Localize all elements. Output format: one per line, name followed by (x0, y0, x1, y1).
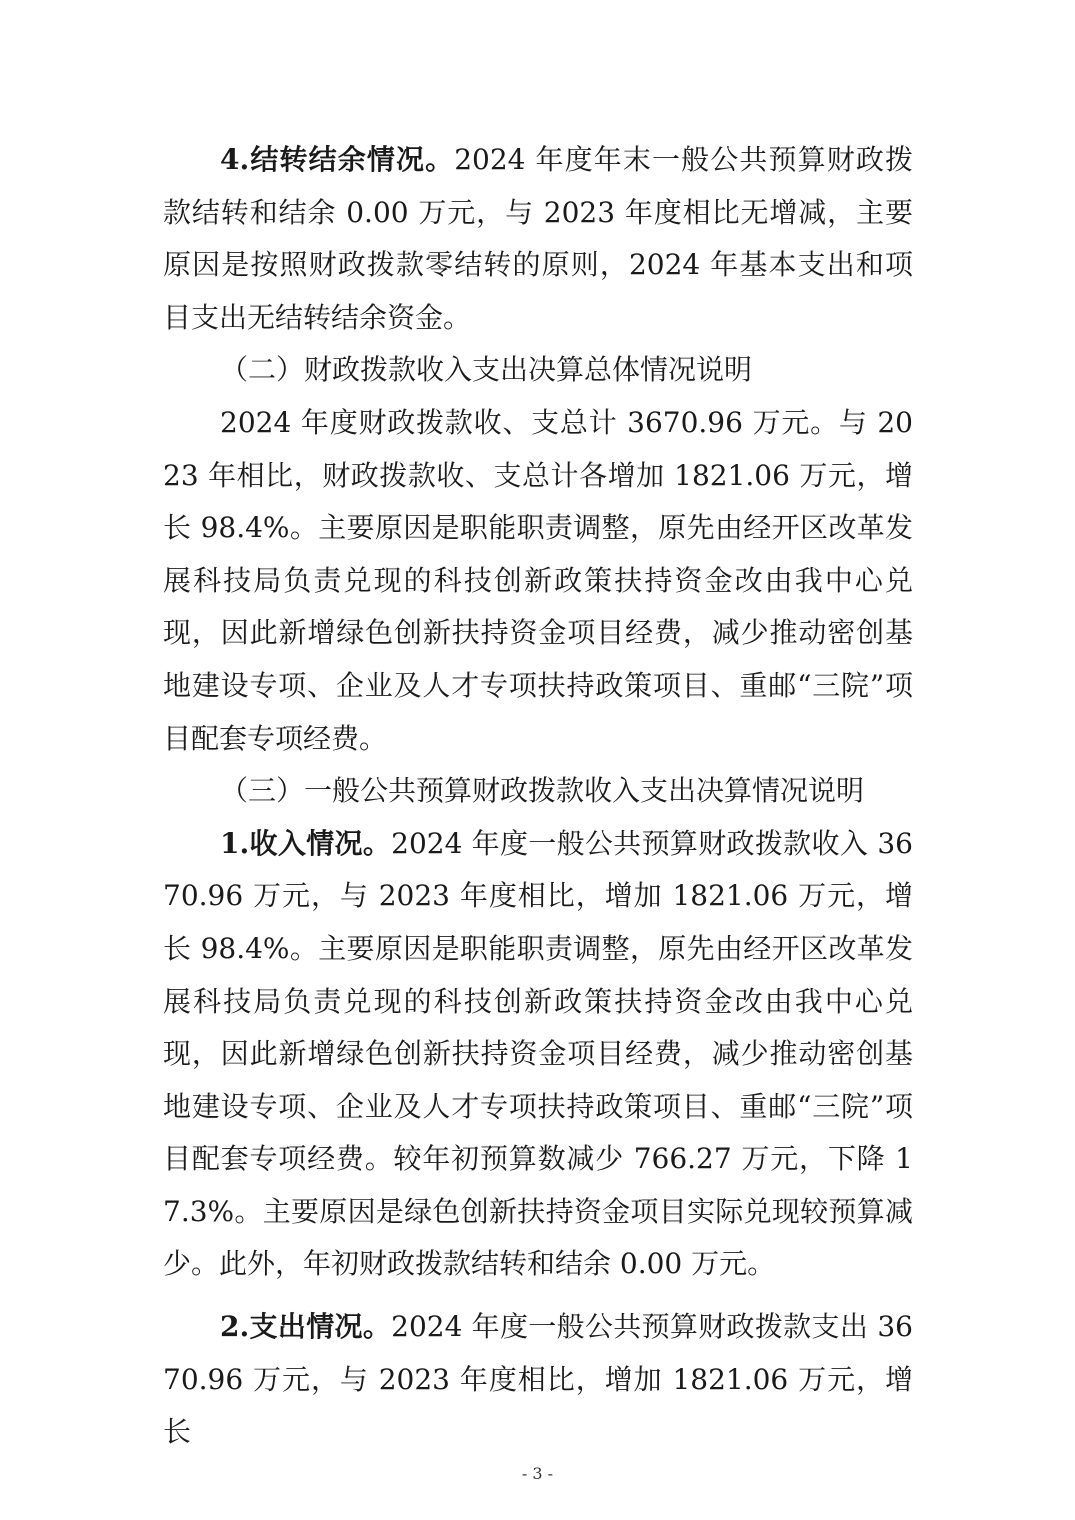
paragraph-lead: 1.收入情况。 (220, 826, 392, 860)
paragraph-lead: 2.支出情况。 (220, 1310, 392, 1344)
paragraph-lead: 4.结转结余情况。 (220, 143, 455, 176)
paragraph-expense (163, 1301, 913, 1459)
section-heading-2: （二）财政拨款收入支出决算总体情况说明 (220, 353, 753, 387)
paragraph-body: 2024 年度一般公共预算财政拨款收入 3670.96 万元，与 2023 年度相比，增加 1821.06 万元，增长 98.4%。主要原因是职能职责调整，原先由经开区改革发展科技局负责兑现的科技创新政策扶持资金改由我中心兑现，因此新增绿色创新扶持资金项目经费，减少推动密创基地建设专项、企业及人才专项扶持政策项目、重邮“三院”项目配套专项经费。较年初预算数减少 766.27 万元，下降 17.3%。主要原因是绿色创新扶持资金项目实际兑现较预算减少。此外，年初财政拨款结转和结余 0.00 万元。 (163, 826, 913, 1281)
page-number: - 3 - (521, 1464, 554, 1483)
paragraph-income (163, 818, 913, 1291)
section-heading-3: （三）一般公共预算财政拨款收入支出决算情况说明 (220, 774, 865, 808)
paragraph-body: 2024 年度年末一般公共预算财政拨款结转和结余 0.00 万元，与 2023 年度相比无增减，主要原因是按照财政拨款零结转的原则，2024 年基本支出和项目支出无结转结余资金。 (163, 143, 913, 334)
paragraph-overview (163, 397, 913, 765)
paragraph-carryover-balance (163, 134, 913, 344)
paragraph-body: 2024 年度一般公共预算财政拨款支出 3670.96 万元，与 2023 年度相比，增加 1821.06 万元，增长 (163, 1310, 913, 1449)
document-page (163, 134, 913, 1459)
paragraph-body: 2024 年度财政拨款收、支总计 3670.96 万元。与 2023 年相比，财政拨款收、支总计各增加 1821.06 万元，增长 98.4%。主要原因是职能职责调整，原先由经开区改革发展科技局负责兑现的科技创新政策扶持资金改由我中心兑现，因此新增绿色创新扶持资金项目经费，减少推动密创基地建设专项、企业及人才专项扶持政策项目、重邮“三院”项目配套专项经费。 (163, 405, 913, 755)
